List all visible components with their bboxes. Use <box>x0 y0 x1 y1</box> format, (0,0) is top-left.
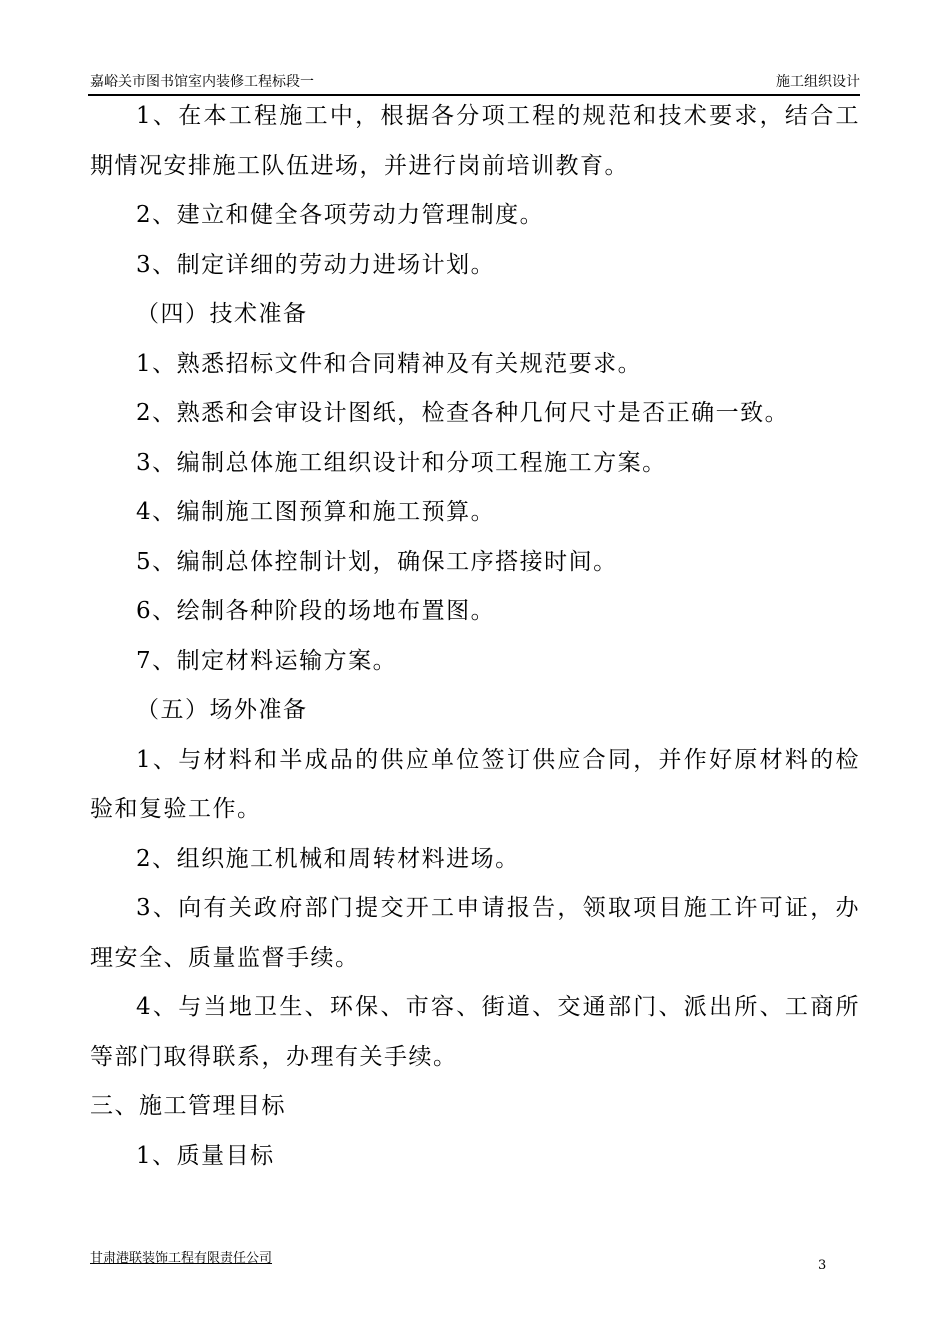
header-doc-type: 施工组织设计 <box>776 74 860 90</box>
paragraph: 1、熟悉招标文件和合同精神及有关规范要求。 <box>136 350 643 377</box>
paragraph: 6、绘制各种阶段的场地布置图。 <box>136 598 496 624</box>
footer-company-name: 甘肃港联装饰工程有限责任公司 <box>90 1251 273 1266</box>
page-number: 3 <box>818 1258 827 1273</box>
paragraph: 1、与材料和半成品的供应单位签订供应合同，并作好原材料的检验和复验工作。 <box>90 746 860 822</box>
paragraph: 3、制定详细的劳动力进场计划。 <box>136 251 496 278</box>
paragraph: 5、编制总体控制计划，确保工序搭接时间。 <box>136 548 618 575</box>
chapter-heading: 三、施工管理目标 <box>90 1093 286 1119</box>
paragraph: 4、编制施工图预算和施工预算。 <box>136 499 496 525</box>
paragraph: 2、熟悉和会审设计图纸，检查各种几何尺寸是否正确一致。 <box>136 400 790 426</box>
paragraph: 2、组织施工机械和周转材料进场。 <box>136 845 520 872</box>
paragraph: 4、与当地卫生、环保、市容、街道、交通部门、派出所、工商所等部门取得联系，办理有关手续。 <box>90 994 860 1070</box>
section-heading: （四）技术准备 <box>136 301 308 327</box>
section-heading: （五）场外准备 <box>136 697 308 723</box>
paragraph: 3、向有关政府部门提交开工申请报告，领取项目施工许可证，办理安全、质量监督手续。 <box>90 895 860 971</box>
paragraph: 7、制定材料运输方案。 <box>136 647 398 674</box>
paragraph: 3、编制总体施工组织设计和分项工程施工方案。 <box>136 449 667 476</box>
paragraph: 1、质量目标 <box>136 1142 275 1169</box>
paragraph: 1、在本工程施工中，根据各分项工程的规范和技术要求，结合工期情况安排施工队伍进场，并进行岗前培训教育。 <box>90 103 860 179</box>
paragraph: 2、建立和健全各项劳动力管理制度。 <box>136 202 545 228</box>
document-body <box>90 92 860 1181</box>
header-project-title: 嘉峪关市图书馆室内装修工程标段一 <box>90 74 314 90</box>
